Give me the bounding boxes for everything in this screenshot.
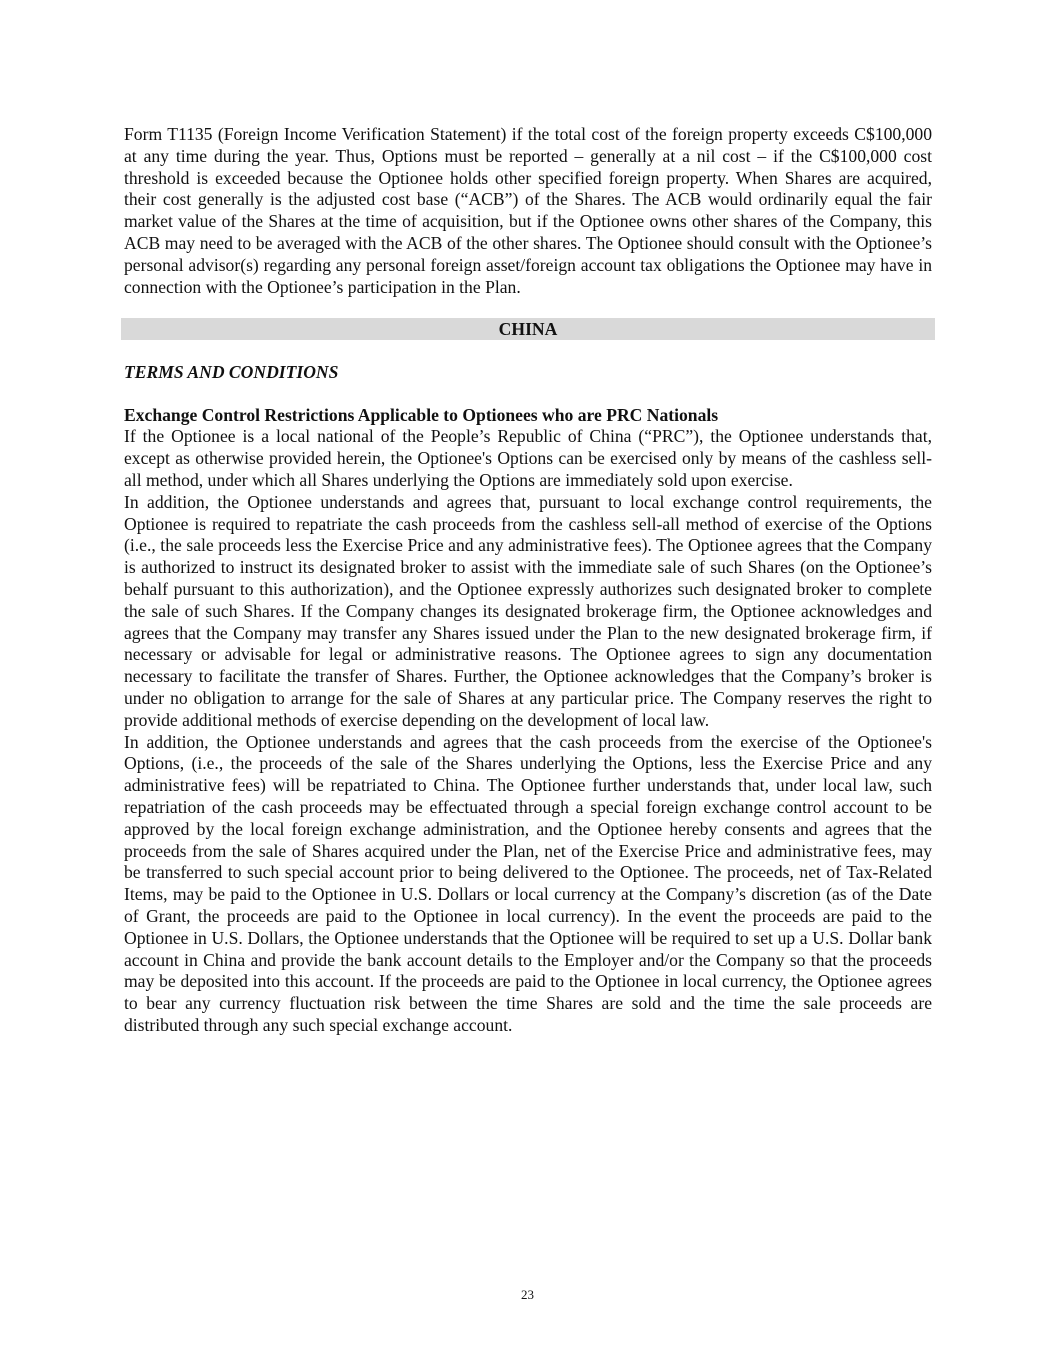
intro-paragraph: Form T1135 (Foreign Income Verification Statement) if the total cost of the foreign property exceeds C$100,000 at any time during the year. Thus, Options must be reported – generally at a nil cost – if the C$100,000 cost threshold is exceeded because the Optionee holds other specified foreign property. When Shares are acquired, their cost generally is the adjusted cost base (“ACB”) of the Shares. The ACB would ordinarily equal the fair market value of the Shares at the time of acquisition, but if the Optionee owns other shares of the Company, this ACB may need to be averaged with the ACB of the other shares. The Optionee should consult with the Optionee’s personal advisor(s) regarding any personal foreign asset/foreign account tax obligations the Optionee may have in connection with the Optionee’s participation in the Plan. (124, 124, 932, 297)
prc-national-paragraph: If the Optionee is a local national of the People’s Republic of China (“PRC”), the Optionee understands that, except as otherwise provided herein, the Optionee's Options can be exercised only by means of the cashless sell-all method, under which all Shares underlying the Options are immediately sold upon exercise. (124, 426, 932, 490)
terms-conditions-heading: TERMS AND CONDITIONS (124, 362, 339, 383)
page-content (124, 124, 932, 1037)
section-heading-china: CHINA (121, 318, 935, 340)
repatriation-paragraph: In addition, the Optionee understands and agrees that, pursuant to local exchange control requirements, the Optionee is required to repatriate the cash proceeds from the cashless sell-all method of exercise of the Options (i.e., the sale proceeds less the Exercise Price and any administrative fees). The Optionee agrees that the Company is authorized to instruct its designated broker to assist with the immediate sale of such Shares (on the Optionee’s behalf pursuant to this authorization), and the Optionee expressly authorizes such designated broker to complete the sale of such Shares. If the Company changes its designated brokerage firm, the Optionee acknowledges and agrees that the Company may transfer any Shares issued under the Plan to the new designated brokerage firm, if necessary or advisable for legal or administrative reasons. The Optionee agrees to sign any documentation necessary to facilitate the transfer of Shares. Further, the Optionee acknowledges that the Company’s broker is under no obligation to arrange for the sale of Shares at any particular price. The Company reserves the right to provide additional methods of exercise depending on the development of local law. (124, 491, 932, 730)
cash-proceeds-paragraph: In addition, the Optionee understands and agrees that the cash proceeds from the exercise of the Optionee's Options, (i.e., the proceeds of the sale of the Shares underlying the Options, less the Exercise Price and any administrative fees) will be repatriated to China. The Optionee further understands that, under local law, such repatriation of the cash proceeds may be effectuated through a special foreign exchange control account to be approved by the local foreign exchange administration, and the Optionee hereby consents and agrees that the proceeds from the sale of Shares acquired under the Plan, net of the Exercise Price and administrative fees, may be transferred to such special account prior to being delivered to the Optionee. The proceeds, net of Tax-Related Items, may be paid to the Optionee in U.S. Dollars or local currency at the Company’s discretion (as of the Date of Grant, the proceeds are paid to the Optionee in local currency). In the event the proceeds are paid to the Optionee in U.S. Dollars, the Optionee understands that the Optionee will be required to set up a U.S. Dollar bank account in China and provide the bank account details to the Employer and/or the Company so that the proceeds may be deposited into this account. If the proceeds are paid to the Optionee in local currency, the Optionee agrees to bear any currency fluctuation risk between the time Shares are sold and the time the sale proceeds are distributed through any such special exchange account. (124, 731, 932, 1035)
exchange-control-heading: Exchange Control Restrictions Applicable to Optionees who are PRC Nationals (124, 405, 719, 426)
page-number: 23 (521, 1287, 534, 1302)
